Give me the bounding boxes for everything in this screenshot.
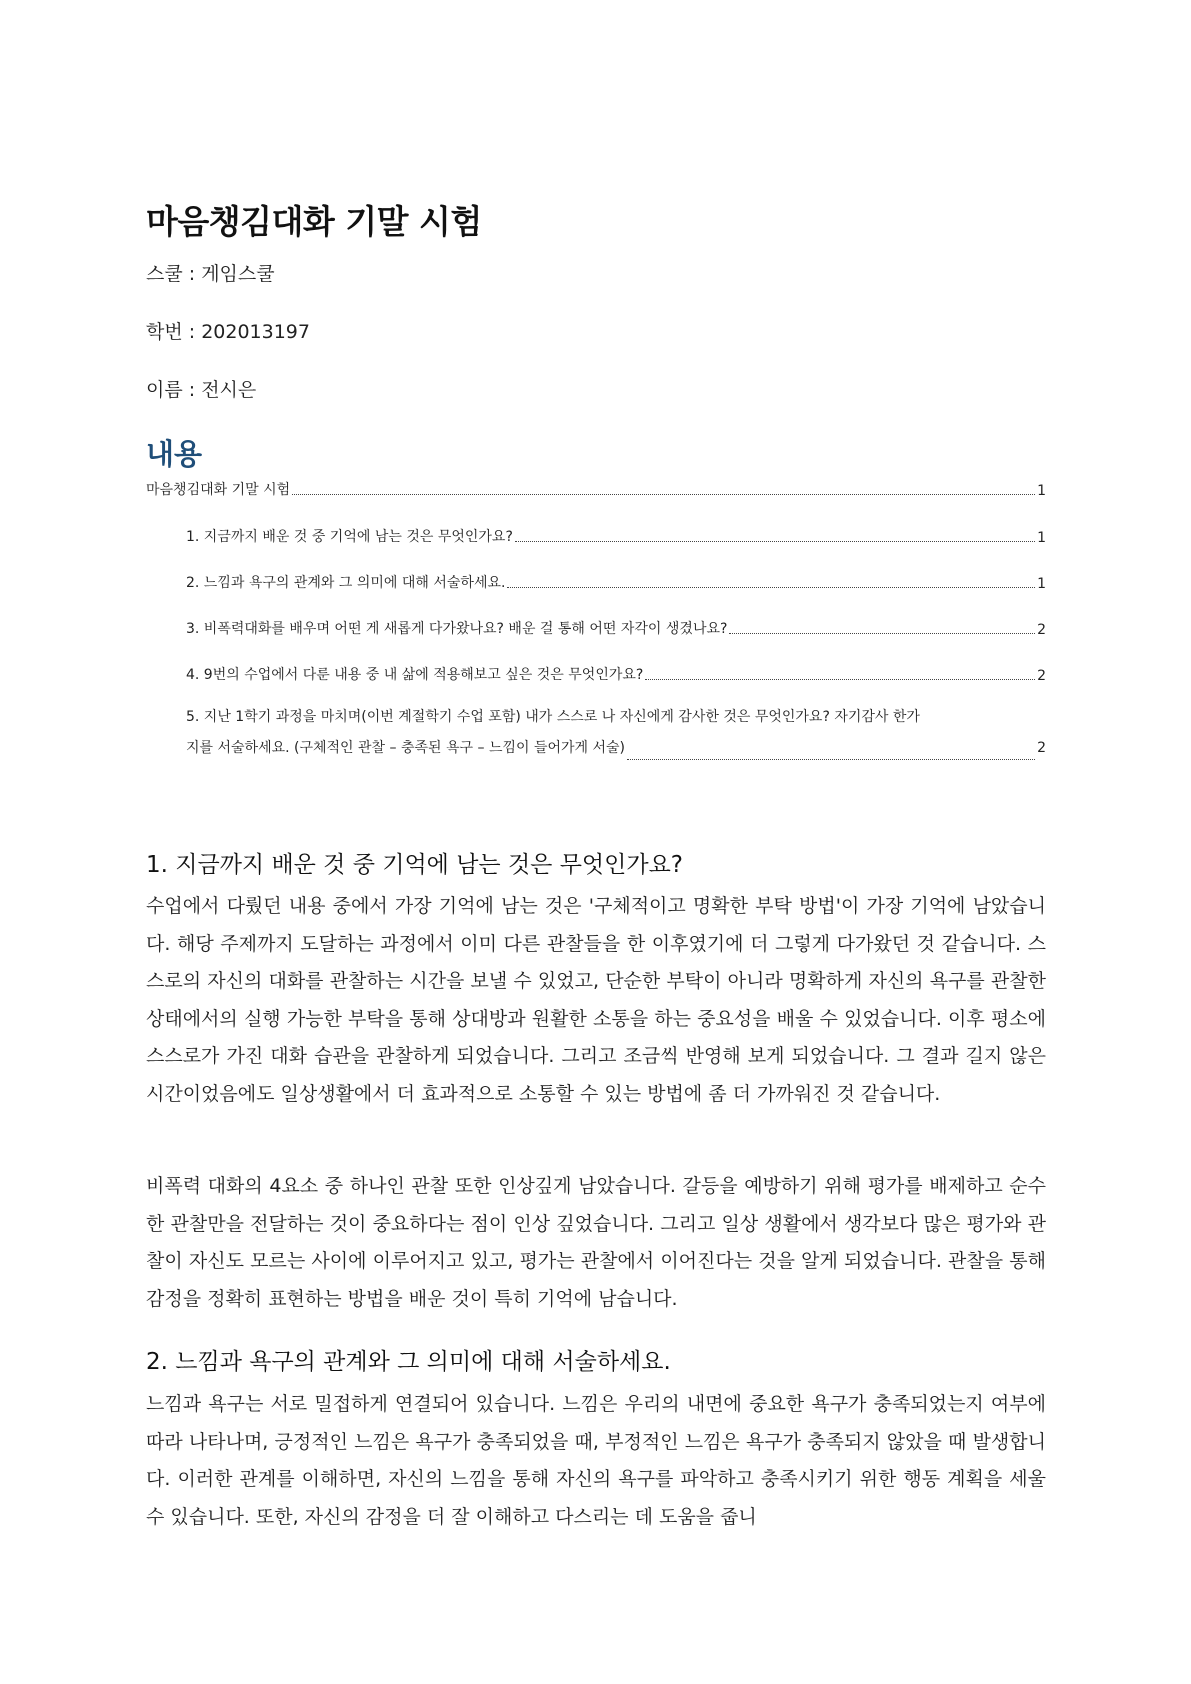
toc-entry-text-line2: 지를 서술하세요. (구체적인 관찰 – 충족된 욕구 – 느낌이 들어가게 서술) (186, 740, 626, 756)
name-field: 이름 : 전시은 (146, 379, 257, 401)
toc-entry[interactable] (186, 664, 1046, 684)
document-title: 마음챙김대화 기말 시험 (146, 202, 482, 241)
toc-entry-text: 1. 지금까지 배운 것 중 기억에 남는 것은 무엇인가요? (186, 529, 513, 545)
toc-leader-dots (729, 632, 1035, 634)
school-field: 스쿨 : 게임스쿨 (146, 263, 275, 285)
toc-entry-text: 마음챙김대화 기말 시험 (146, 482, 291, 498)
section-paragraph: 수업에서 다뤘던 내용 중에서 가장 기억에 남는 것은 '구체적이고 명확한 부탁 방법'이 가장 기억에 남았습니다. 해당 주제까지 도달하는 과정에서 이미 다른 관찰들을 한 이후였기에 더 그렇게 다가왔던 것 같습니다. 스스로의 자신의 대화를 관찰하는 시간을 보낼 수 있었고, 단순한 부탁이 아니라 명확하게 자신의 욕구를 관찰한 상태에서의 실행 가능한 부탁을 통해 상대방과 원활한 소통을 하는 중요성을 배울 수 있었습니다. 이후 평소에 스스로가 가진 대화 습관을 관찰하게 되었습니다. 그리고 조금씩 반영해 보게 되었습니다. 그 결과 길지 않은 시간이었음에도 일상생활에서 더 효과적으로 소통할 수 있는 방법에 좀 더 가까워진 것 같습니다. (146, 895, 1046, 1105)
toc-leader-dots (292, 493, 1035, 495)
toc-entry-page: 1 (1037, 530, 1046, 546)
toc-heading: 내용 (146, 437, 203, 471)
section-heading: 2. 느낌과 욕구의 관계와 그 의미에 대해 서술하세요. (146, 1349, 671, 1375)
toc-entry[interactable] (186, 702, 1046, 764)
toc-entry-page: 1 (1037, 576, 1046, 592)
toc-entry-page: 2 (1037, 740, 1046, 756)
toc-entry-text-line1: 5. 지난 1학기 과정을 마치며(이번 계절학기 수업 포함) 내가 스스로 나 자신에게 감사한 것은 무엇인가요? 자기감사 한가 (186, 709, 920, 725)
toc-entry[interactable] (186, 526, 1046, 546)
section-paragraph: 비폭력 대화의 4요소 중 하나인 관찰 또한 인상깊게 남았습니다. 갈등을 예방하기 위해 평가를 배제하고 순수한 관찰만을 전달하는 것이 중요하다는 점이 인상 깊었습니다. 그리고 일상 생활에서 생각보다 많은 평가와 관찰이 자신도 모르는 사이에 이루어지고 있고, 평가는 관찰에서 이어진다는 것을 알게 되었습니다. 관찰을 통해 감정을 정확히 표현하는 방법을 배운 것이 특히 기억에 남습니다. (146, 1175, 1046, 1310)
toc-entry[interactable] (146, 479, 1046, 499)
toc-entry-text: 4. 9번의 수업에서 다룬 내용 중 내 삶에 적용해보고 싶은 것은 무엇인가요? (186, 667, 644, 683)
section-heading: 1. 지금까지 배운 것 중 기억에 남는 것은 무엇인가요? (146, 852, 684, 878)
toc-leader-dots (645, 678, 1035, 680)
section-paragraph: 느낌과 욕구는 서로 밀접하게 연결되어 있습니다. 느낌은 우리의 내면에 중요한 욕구가 충족되었는지 여부에 따라 나타나며, 긍정적인 느낌은 욕구가 충족되었을 때, 부정적인 느낌은 욕구가 충족되지 않았을 때 발생합니다. 이러한 관계를 이해하면, 자신의 느낌을 통해 자신의 욕구를 파악하고 충족시키기 위한 행동 계획을 세울 수 있습니다. 또한, 자신의 감정을 더 잘 이해하고 다스리는 데 도움을 줍니 (146, 1393, 1046, 1528)
toc-entry-page: 1 (1037, 483, 1046, 499)
toc-entry-text: 3. 비폭력대화를 배우며 어떤 게 새롭게 다가왔나요? 배운 걸 통해 어떤 자각이 생겼나요? (186, 621, 728, 637)
toc-leader-dots (515, 540, 1035, 542)
toc-entry-page: 2 (1037, 622, 1046, 638)
toc-leader-dots (627, 758, 1035, 760)
toc-entry-page: 2 (1037, 668, 1046, 684)
toc-entry-text: 2. 느낌과 욕구의 관계와 그 의미에 대해 서술하세요. (186, 575, 506, 591)
toc-entry-line2 (186, 733, 1046, 764)
toc-leader-dots (507, 586, 1035, 588)
toc-entry[interactable] (186, 618, 1046, 638)
toc-entry[interactable] (186, 572, 1046, 592)
student-id-field: 학번 : 202013197 (146, 321, 310, 343)
